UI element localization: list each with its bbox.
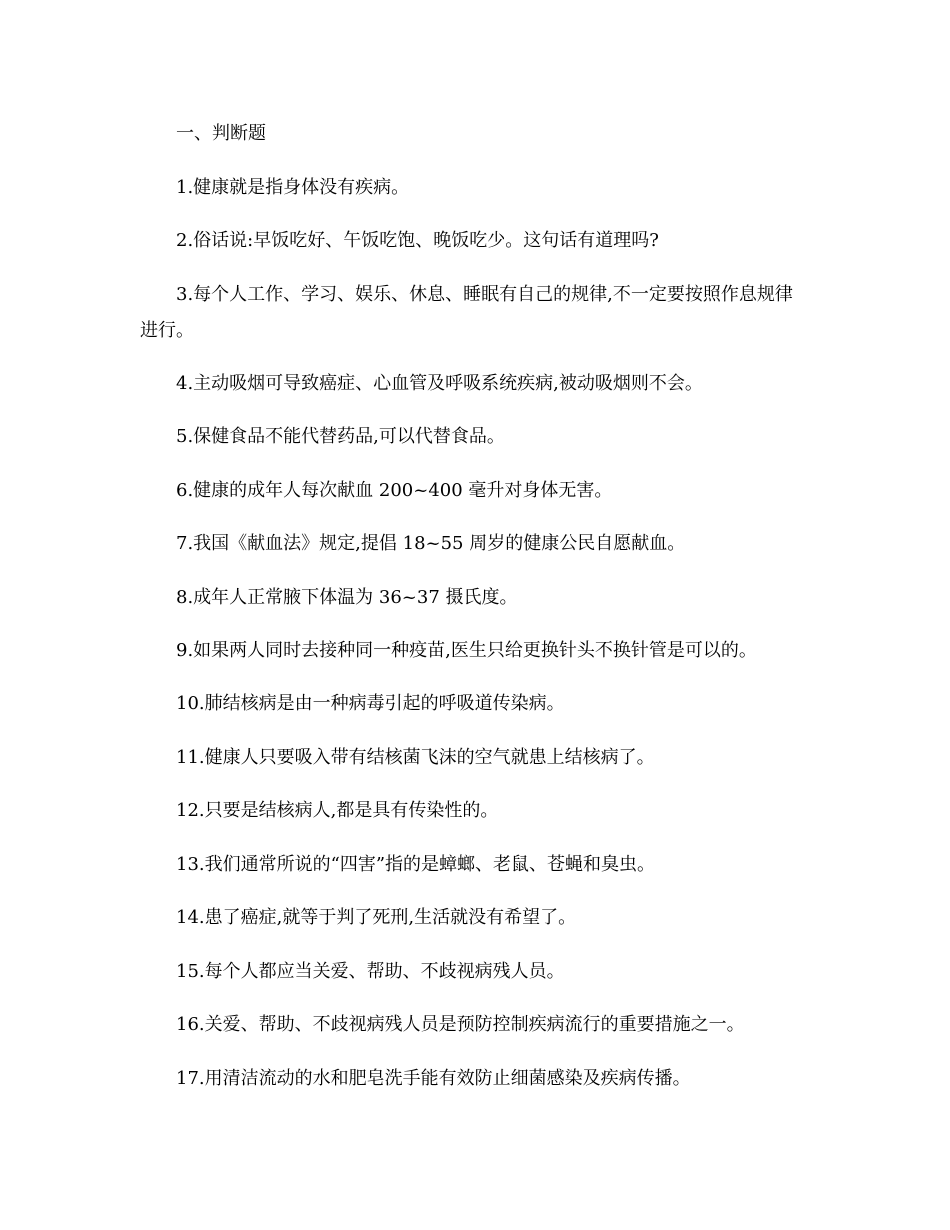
question-9: 9.如果两人同时去接种同一种疫苗,医生只给更换针头不换针管是可以的。: [176, 640, 757, 661]
question-15: 15.每个人都应当关爱、帮助、不歧视病残人员。: [176, 961, 565, 982]
question-8: 8.成年人正常腋下体温为 36~37 摄氏度。: [176, 587, 518, 608]
question-17: 17.用清洁流动的水和肥皂洗手能有效防止细菌感染及疾病传播。: [176, 1068, 691, 1089]
question-3-continuation: 进行。: [140, 320, 194, 341]
question-14: 14.患了癌症,就等于判了死刑,生活就没有希望了。: [176, 907, 577, 928]
question-5: 5.保健食品不能代替药品,可以代替食品。: [176, 426, 505, 447]
question-1: 1.健康就是指身体没有疾病。: [176, 177, 410, 198]
question-2: 2.俗话说:早饭吃好、午饭吃饱、晚饭吃少。这句话有道理吗?: [176, 230, 659, 251]
question-16: 16.关爱、帮助、不歧视病残人员是预防控制疾病流行的重要措施之一。: [176, 1014, 745, 1035]
question-10: 10.肺结核病是由一种病毒引起的呼吸道传染病。: [176, 693, 565, 714]
question-7: 7.我国《献血法》规定,提倡 18~55 周岁的健康公民自愿献血。: [176, 533, 686, 554]
question-12: 12.只要是结核病人,都是具有传染性的。: [176, 800, 499, 821]
question-6: 6.健康的成年人每次献血 200~400 毫升对身体无害。: [176, 480, 613, 501]
question-3: 3.每个人工作、学习、娱乐、休息、睡眠有自己的规律,不一定要按照作息规律: [176, 284, 793, 305]
question-13: 13.我们通常所说的“四害”指的是蟑螂、老鼠、苍蝇和臭虫。: [176, 854, 656, 875]
question-11: 11.健康人只要吸入带有结核菌飞沫的空气就患上结核病了。: [176, 747, 655, 768]
question-4: 4.主动吸烟可导致癌症、心血管及呼吸系统疾病,被动吸烟则不会。: [176, 373, 703, 394]
section-title: 一、判断题: [176, 123, 266, 144]
